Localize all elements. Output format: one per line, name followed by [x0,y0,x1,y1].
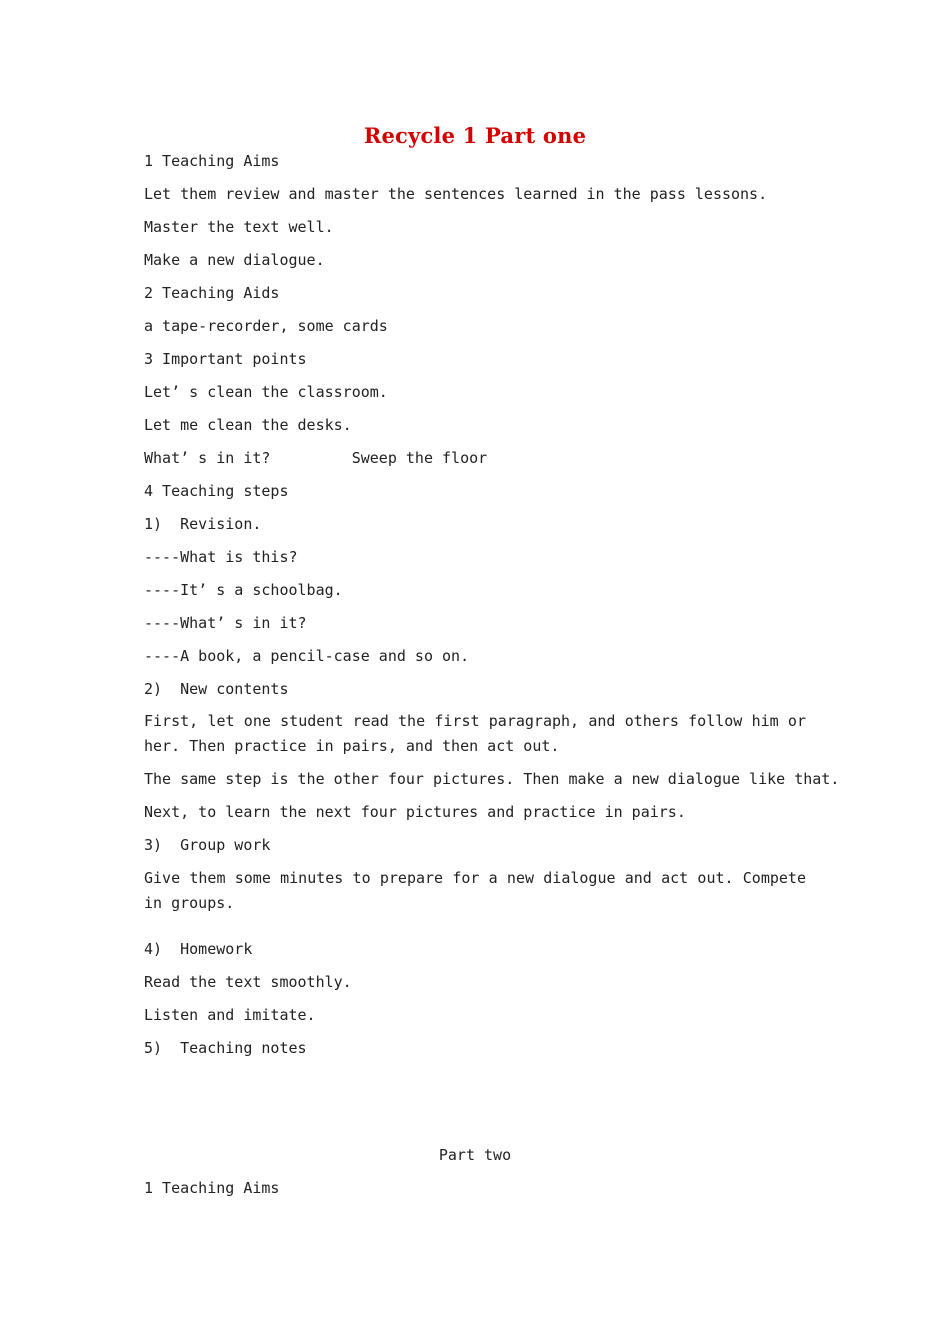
section-heading-teaching-aids: 2 Teaching Aids [144,284,280,302]
section-heading-teaching-aims: 1 Teaching Aims [144,152,280,170]
paragraph-line: Let’ s clean the classroom. [144,383,388,401]
subheading-group-work: 3) Group work [144,836,271,854]
section-heading-teaching-steps: 4 Teaching steps [144,482,289,500]
paragraph-line: What’ s in it? Sweep the floor [144,449,488,467]
subheading-revision: 1) Revision. [144,515,262,533]
part-two-heading: Part two [438,1146,512,1164]
document-title: Recycle 1 Part one [363,123,587,148]
paragraph-line: Read the text smoothly. [144,973,352,991]
dialogue-line: ----It’ s a schoolbag. [144,581,343,599]
dialogue-line: ----A book, a pencil-case and so on. [144,647,470,665]
dialogue-line: ----What is this? [144,548,298,566]
paragraph-line: a tape-recorder, some cards [144,317,388,335]
section-heading-important-points: 3 Important points [144,350,307,368]
paragraph-line: Make a new dialogue. [144,251,325,269]
dialogue-line: ----What’ s in it? [144,614,307,632]
paragraph: First, let one student read the first paragraph, and others follow him or her. Then practice in pairs, and then act out. [144,712,806,755]
subheading-new-contents: 2) New contents [144,680,289,698]
paragraph-line: Next, to learn the next four pictures and practice in pairs. [144,803,686,821]
paragraph-line: Master the text well. [144,218,334,236]
subheading-homework: 4) Homework [144,940,253,958]
subheading-teaching-notes: 5) Teaching notes [144,1039,307,1057]
paragraph-line: Listen and imitate. [144,1006,316,1024]
paragraph-line: Let them review and master the sentences learned in the pass lessons. [144,185,768,203]
section-heading-teaching-aims: 1 Teaching Aims [144,1179,280,1197]
paragraph-line: Let me clean the desks. [144,416,352,434]
paragraph-line: The same step is the other four pictures. Then make a new dialogue like that. [144,770,840,788]
paragraph: Give them some minutes to prepare for a new dialogue and act out. Compete in groups. [144,869,806,912]
